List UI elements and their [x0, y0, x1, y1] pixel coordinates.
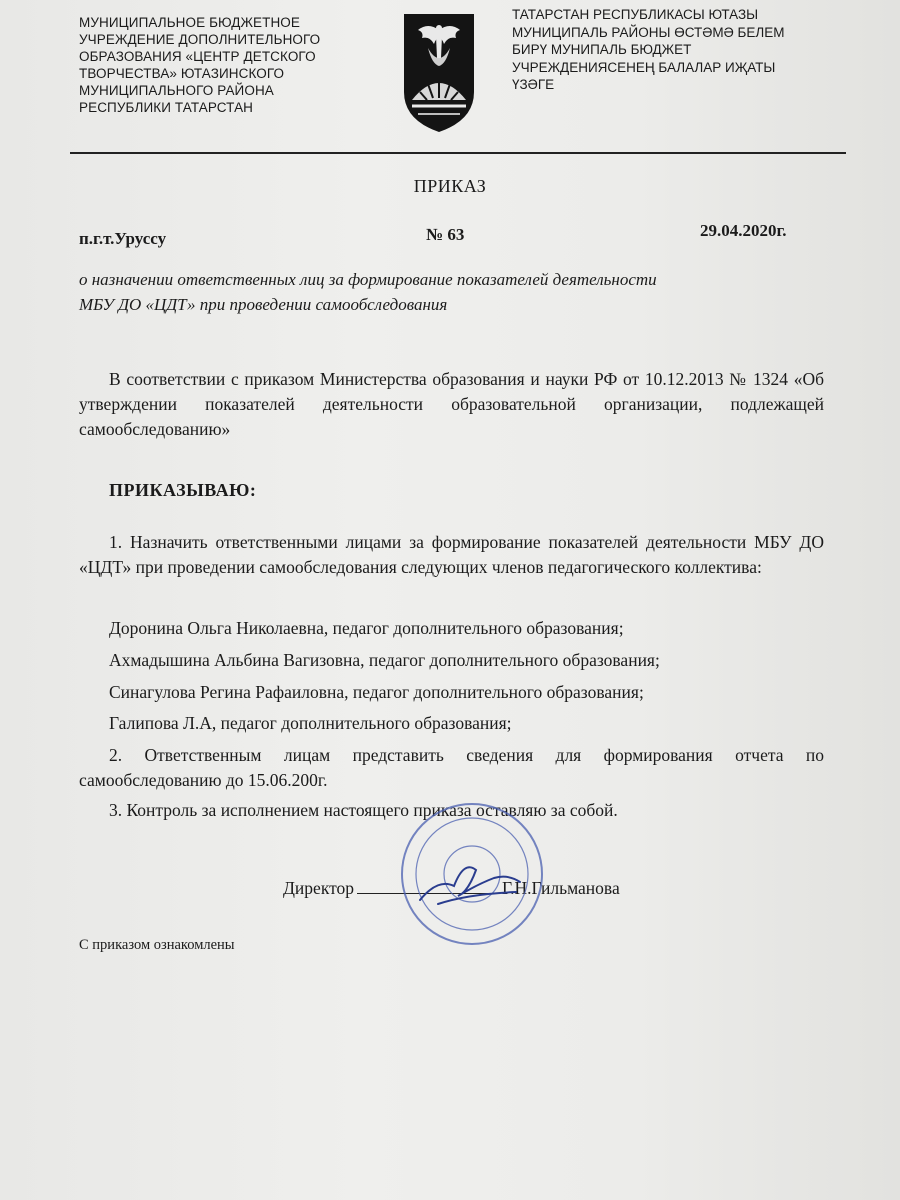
responsible-person: Синагулова Регина Рафаиловна, педагог дополнительного образования; — [109, 682, 644, 702]
header-right-org-name — [512, 6, 842, 94]
subject-line: о назначении ответственных лиц за формирование показателей деятельности — [79, 270, 657, 289]
header-right-line: МУНИЦИПАЛЬ РАЙОНЫ ӨСТӘМӘ БЕЛЕМ — [512, 24, 785, 40]
header-right-line: ТАТАРСТАН РЕСПУБЛИКАСЫ ЮТАЗЫ — [512, 7, 759, 22]
coat-of-arms-icon — [398, 8, 480, 136]
order-item-1: 1. Назначить ответственными лицами за формирование показателей деятельности МБУ ДО «ЦДТ» при проведении самообследования следующих членов педагогического коллектива: — [79, 532, 824, 577]
signature-name: Г.Н.Гильманова — [502, 878, 620, 898]
document-date: 29.04.2020г. — [700, 221, 787, 240]
document-subject — [79, 267, 839, 317]
header-divider — [70, 152, 846, 154]
header-left-line: МУНИЦИПАЛЬНОГО РАЙОНА — [79, 83, 274, 98]
header-right-line: БИРҮ МУНИПАЛЬ БЮДЖЕТ — [512, 42, 692, 57]
header-left-line: ОБРАЗОВАНИЯ «ЦЕНТР ДЕТСКОГО — [79, 49, 316, 64]
header-left-org-name — [79, 14, 369, 116]
signature-role: Директор — [283, 878, 355, 898]
document-town: п.г.т.Уруссу — [79, 229, 167, 248]
order-item-2: 2. Ответственным лицам представить сведения для формирования отчета по самообследованию до 15.06.200г. — [79, 745, 824, 790]
header-left-line: РЕСПУБЛИКИ ТАТАРСТАН — [79, 100, 254, 115]
header-left-line: УЧРЕЖДЕНИЕ ДОПОЛНИТЕЛЬНОГО — [79, 32, 321, 47]
header-right-line: ҮЗӘГЕ — [512, 77, 555, 92]
responsible-person: Ахмадышина Альбина Вагизовна, педагог дополнительного образования; — [109, 650, 660, 670]
preamble-paragraph: В соответствии с приказом Министерства образования и науки РФ от 10.12.2013 № 1324 «Об утверждении показателей деятельности образовательной организации, подлежащей самообследованию» — [79, 369, 824, 439]
responsible-person: Галипова Л.А, педагог дополнительного образования; — [109, 713, 512, 733]
order-heading: ПРИКАЗЫВАЮ: — [109, 480, 257, 500]
header-left-line: ТВОРЧЕСТВА» ЮТАЗИНСКОГО — [79, 66, 285, 81]
responsible-person: Доронина Ольга Николаевна, педагог дополнительного образования; — [109, 618, 624, 638]
document-title: ПРИКАЗ — [413, 176, 487, 196]
order-item-3: 3. Контроль за исполнением настоящего приказа оставляю за собой. — [109, 800, 618, 820]
header-left-line: МУНИЦИПАЛЬНОЕ БЮДЖЕТНОЕ — [79, 15, 301, 30]
header-right-line: УЧРЕЖДЕНИЯСЕНЕҢ БАЛАЛАР ИҖАТЫ — [512, 59, 776, 75]
subject-line: МБУ ДО «ЦДТ» при проведении самообследования — [79, 295, 448, 314]
acknowledgement-line: С приказом ознакомлены — [79, 937, 235, 953]
official-stamp — [398, 800, 546, 948]
document-number: № 63 — [426, 225, 465, 244]
